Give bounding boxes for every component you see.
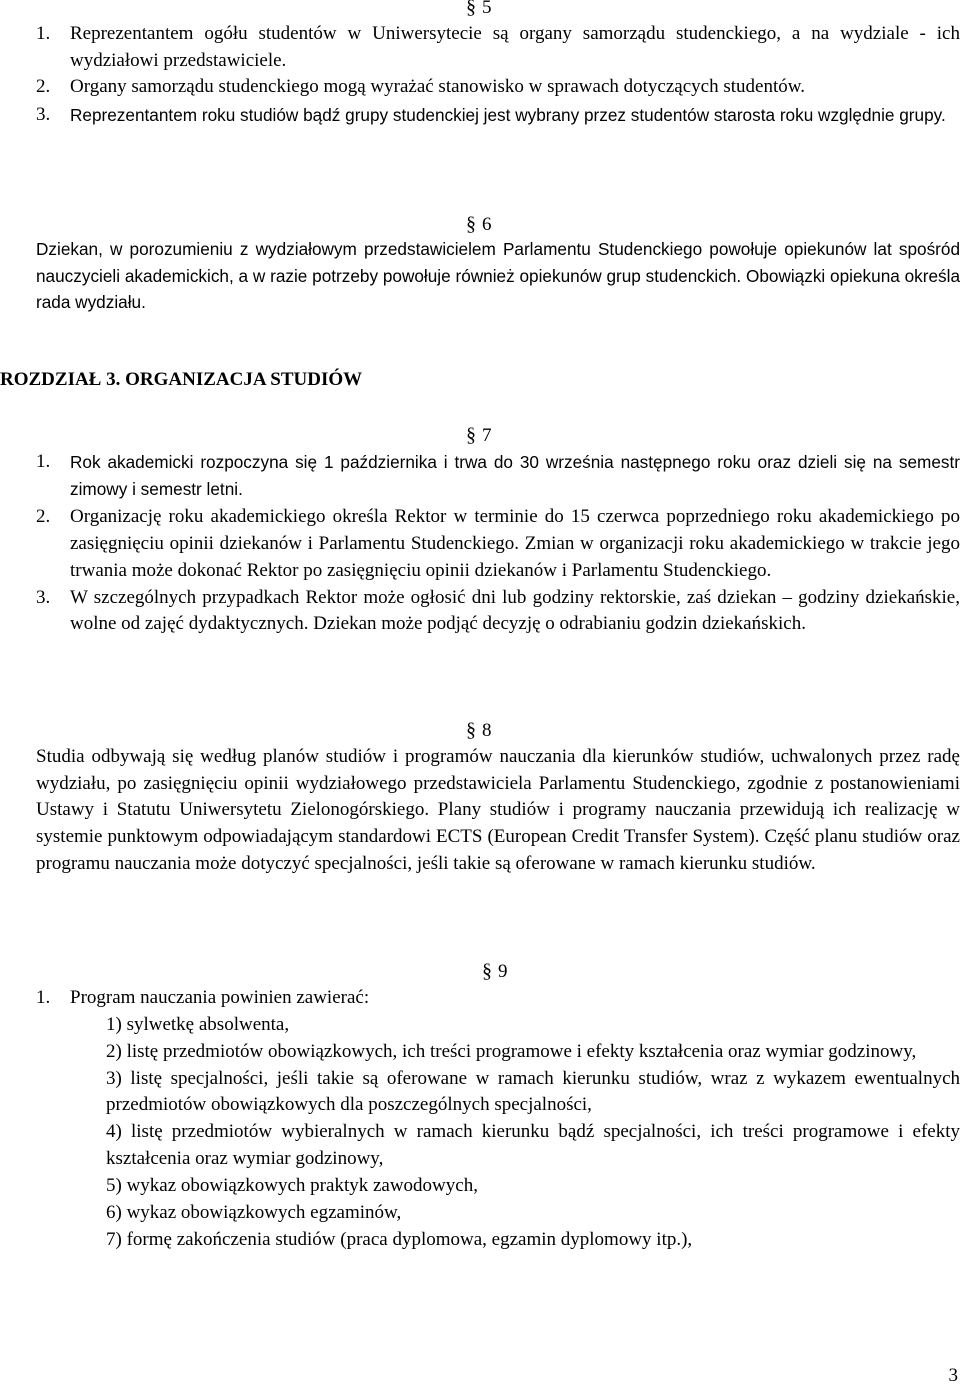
sub-list-item: 5) wykaz obowiązkowych praktyk zawodowych,	[106, 1175, 478, 1197]
section-6-paragraph: Dziekan, w porozumieniu z wydziałowym przedstawicielem Parlamentu Studenckiego powołuje opiekunów lat spośród nauczycieli akademickich, a w razie potrzeby powołuje również opiekunów grup studenckich. Obowiązki opiekuna określa rada wydziału.	[36, 239, 960, 313]
list-item	[36, 74, 960, 101]
sub-list-item: 1) sylwetkę absolwenta,	[106, 1013, 290, 1035]
section-8-paragraph-block	[36, 744, 960, 878]
page-number: 3	[948, 1365, 958, 1386]
section-6-heading	[466, 211, 492, 238]
list-item-text: Organy samorządu studenckiego mogą wyrażać stanowisko w sprawach dotyczących studentów.	[70, 76, 805, 98]
sub-list-item: 6) wykaz obowiązkowych egzaminów,	[106, 1202, 402, 1224]
list-item-number: 1.	[36, 23, 51, 44]
list-item-text: Reprezentantem ogółu studentów w Uniwersytecie są organy samorządu studenckiego, a na wydziale - ich wydziałowi przedstawiciele.	[70, 23, 960, 71]
section-number: 6	[482, 214, 492, 235]
list-item-text: Rok akademicki rozpoczyna się 1 października i trwa do 30 września następnego roku oraz dzieli się na semestr zimowy i semestr letni.	[70, 452, 960, 499]
section-6-paragraph-block	[36, 236, 960, 316]
list-item-text: Reprezentantem roku studiów bądź grupy studenckiej jest wybrany przez studentów starosta roku względnie grupy.	[70, 105, 946, 126]
section-symbol: §	[466, 719, 476, 741]
section-8-heading	[466, 717, 492, 744]
list-item	[36, 449, 960, 502]
list-item	[36, 102, 960, 129]
list-item-number: 3.	[36, 586, 51, 608]
list-item	[36, 585, 960, 638]
section-9-list	[36, 985, 960, 1254]
chapter-heading: ROZDZIAŁ 3. ORGANIZACJA STUDIÓW	[0, 369, 363, 390]
list-item-text: Organizację roku akademickiego określa Rektor w terminie do 15 czerwca poprzedniego roku akademickiego po zasięgnięciu opinii dziekanów i Parlamentu Studenckiego. Zmian w organizacji roku akademickiego w trakcie jego trwania może dokonać Rektor po zasięgnięciu opinii dziekanów i Parlamentu Studenckiego.	[70, 506, 960, 581]
section-number: 9	[498, 961, 508, 982]
list-item	[36, 21, 960, 74]
section-symbol: §	[466, 0, 476, 18]
list-item-text: Program nauczania powinien zawierać:	[70, 987, 370, 1008]
sub-list-item: 4) listę przedmiotów wybieralnych w ramach kierunku bądź specjalności, ich treści programowe i efekty kształcenia oraz wymiar godzinowy,	[106, 1121, 960, 1170]
section-symbol: §	[466, 213, 476, 235]
section-7-heading	[466, 422, 492, 449]
section-number: 7	[482, 425, 492, 446]
list-item-number: 3.	[36, 104, 51, 126]
list-item-number: 2.	[36, 76, 51, 98]
sub-list-item: 3) listę specjalności, jeśli takie są oferowane w ramach kierunku studiów, wraz z wykazem ewentualnych przedmiotów obowiązkowych dla poszczególnych specjalności,	[106, 1067, 960, 1116]
section-5-list	[36, 21, 960, 129]
list-item-number: 1.	[36, 451, 51, 472]
section-symbol: §	[482, 960, 492, 982]
sub-list-item: 7) formę zakończenia studiów (praca dyplomowa, egzamin dyplomowy itp.),	[106, 1228, 693, 1250]
section-9-heading	[482, 958, 508, 985]
list-item-text: W szczególnych przypadkach Rektor może ogłosić dni lub godziny rektorskie, zaś dziekan – godziny dziekańskie, wolne od zajęć dydaktycznych. Dziekan może podjąć decyzję o odrabianiu godzin dziekańskich.	[70, 586, 960, 635]
list-item	[36, 504, 960, 584]
section-number: 8	[482, 720, 492, 741]
list-item-number: 1.	[36, 987, 51, 1008]
section-symbol: §	[466, 424, 476, 446]
section-7-list	[36, 449, 960, 638]
list-item	[36, 985, 960, 1012]
sub-list-item: 2) listę przedmiotów obowiązkowych, ich treści programowe i efekty kształcenia oraz wymiar godzinowy,	[106, 1040, 917, 1062]
section-number: 5	[482, 0, 492, 18]
list-item-number: 2.	[36, 506, 51, 528]
section-5-heading	[466, 0, 492, 21]
section-8-paragraph: Studia odbywają się według planów studiów i programów nauczania dla kierunków studiów, uchwalonych przez radę wydziału, po zasięgnięciu opinii wydziałowego przedstawiciela Parlamentu Studenckiego, zgodnie z postanowieniami Ustawy i Statutu Uniwersytetu Zielonogórskiego. Plany studiów i programy nauczania przewidują ich realizację w systemie punktowym odpowiadającym standardowi ECTS (European Credit Transfer System). Część planu studiów oraz programu nauczania może dotyczyć specjalności, jeśli takie są oferowane w ramach kierunku studiów.	[36, 746, 960, 874]
